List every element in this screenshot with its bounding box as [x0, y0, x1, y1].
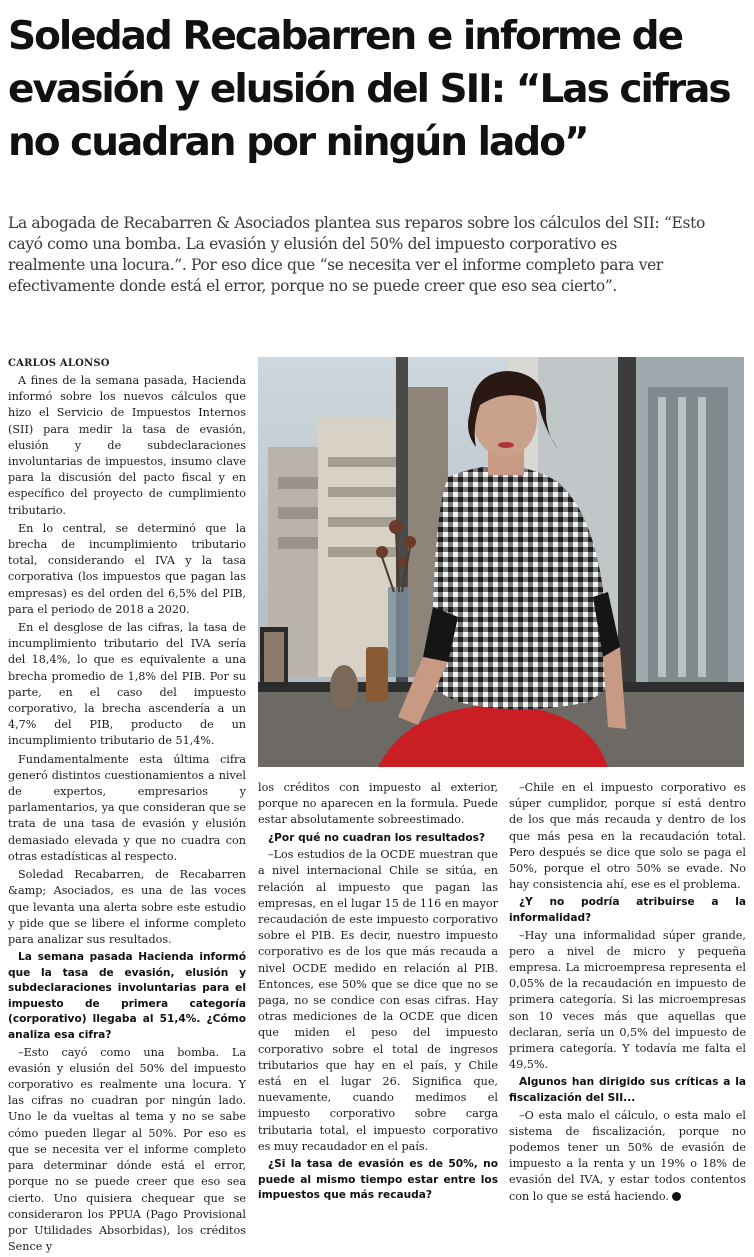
interview-question: ¿Por qué no cuadran los resultados?	[268, 831, 486, 844]
headline-line: evasión y elusión del SII: “Las cifras	[8, 67, 730, 112]
interview-question: La semana pasada Hacienda informó que la tasa de evasión, elusión y subdeclaraciones involuntarias para el impuesto de primera categoría (corporativo) llegaba al 51,4%. ¿Cómo analiza esa cifra?	[8, 951, 246, 1042]
article-column-1	[8, 373, 246, 1257]
interview-question: ¿Y no podría atribuirse a la informalidad?	[509, 896, 746, 925]
byline: CARLOS ALONSO	[8, 358, 110, 369]
headline-line: no cuadran por ningún lado”	[8, 120, 588, 165]
portrait-photo	[258, 357, 744, 767]
lead-line: La abogada de Recabarren & Asociados plantea sus reparos sobre los cálculos del SII: “Esto	[8, 214, 705, 232]
paragraph: En el desglose de las cifras, la tasa de incumplimiento tributario del IVA sería del 18,4%, lo que es equivalente a una brecha promedio de 1,8% del PIB. Por su parte, en el caso del impuesto corporativo, la brecha ascendería a un 4,7% del PIB, producto de un incumplimiento tributario de 51,4%.	[8, 621, 246, 748]
interview-answer	[509, 1108, 746, 1205]
lead-line: cayó como una bomba. La evasión y elusión del 50% del impuesto corporativo es	[8, 235, 617, 253]
headline-line: Soledad Recabarren e informe de	[8, 14, 683, 59]
headline	[8, 10, 748, 169]
article-column-3	[509, 780, 746, 1207]
interview-answer: –Esto cayó como una bomba. La evasión y elusión del 50% del impuesto corporativo es realmente una locura. Y las cifras no cuadran por ningún lado. Uno le da vueltas al tema y no se sabe cómo pueden llegar al 50%. Por eso es que se necesita ver el informe completo para determinar dónde está el error, porque no se puede creer que eso sea cierto. Uno quisiera chequear que se consideraron los PPUA (Pago Provisional por Utilidades Absorbidas), los créditos Sence y	[8, 1045, 246, 1254]
interview-answer: –Hay una informalidad súper grande, pero a nivel de micro y pequeña empresa. La microempresa representa el 0,05% de la recaudación en impuesto de primera categoría. Si las microempresas son 10 veces más que aquellas que declaran, sería un 0,5% del impuesto de primera categoría. Y todavía me falta el 49,5%.	[509, 928, 746, 1072]
paragraph: A fines de la semana pasada, Hacienda informó sobre los nuevos cálculos que hizo el Servicio de Impuestos Internos (SII) para medir la tasa de evasión, elusión y de subdeclaraciones involuntarias de impuestos, insumo clave para la discusión del pacto fiscal y en específico del proyecto de cumplimiento tributario.	[8, 374, 246, 517]
lead-line: realmente una locura.”. Por eso dice que “se necesita ver el informe completo para ver	[8, 256, 663, 274]
end-of-article-icon	[672, 1192, 681, 1201]
answer-text: –O esta malo el cálculo, o esta malo el sistema de fiscalización, porque no podemos tener un 50% de evasión de impuesto a la renta y un 19% o 18% de evasión del IVA, y estar todos contentos con lo que se está haciendo.	[509, 1108, 746, 1203]
article-column-2	[258, 780, 498, 1205]
lead-paragraph	[8, 213, 748, 297]
paragraph: Fundamentalmente esta última cifra generó distintos cuestionamientos a nivel de expertos, empresarios y parlamentarios, ya que consideran que se trata de una tasa de evasión y elusión demasiado elevada y que no cuadra con otras estadísticas al respecto.	[8, 752, 246, 863]
interview-answer: los créditos con impuesto al exterior, porque no aparecen en la formula. Puede estar absolutamente sobreestimado.	[258, 781, 498, 827]
paragraph: En lo central, se determinó que la brecha de incumplimiento tributario total, considerando el IVA y la tasa corporativa (los impuestos que pagan las empresas) es del orden del 6,5% del PIB, para el periodo de 2018 a 2020.	[8, 521, 246, 616]
interview-answer: –Los estudios de la OCDE muestran que a nivel internacional Chile se sitúa, en relación al impuesto que pagan las empresas, en el lugar 15 de 116 en mayor recaudación de este impuesto corporativo sobre el PIB. Es decir, nuestro impuesto corporativo es de los que más recauda a nivel OCDE medido en relación al PIB. Entonces, ese 50% que se dice que no se paga, no se condice con esas cifras. Hay otras mediciones de la OCDE que dicen que miden el peso del impuesto corporativo sobre el total de ingresos tributarios que hay en el país, y Chile está en el lugar 26. Significa que, nuevamente, cuando medimos el impuesto corporativo sobre carga tributaria total, el impuesto corporativo es muy recaudador en el país.	[258, 848, 498, 1153]
interview-answer: –Chile en el impuesto corporativo es súper cumplidor, porque sí está dentro de los que más recauda y dentro de los que más pesa en la recaudación total. Pero después se dice que solo se paga el 50%, porque el otro 50% se evade. No hay consistencia ahí, ese es el problema.	[509, 781, 746, 892]
paragraph: Soledad Recabarren, de Recabarren &amp; Asociados, es una de las voces que levanta una alerta sobre este estudio y pide que se libere el informe completo para analizar sus resultados.	[8, 868, 246, 946]
interview-question: ¿Si la tasa de evasión es de 50%, no puede al mismo tiempo estar entre los impuestos que más recauda?	[258, 1158, 498, 1202]
interview-question: Algunos han dirigido sus críticas a la fiscalización del SII...	[509, 1076, 746, 1105]
lead-line: efectivamente donde está el error, porque no se puede creer que eso sea cierto”.	[8, 277, 618, 295]
